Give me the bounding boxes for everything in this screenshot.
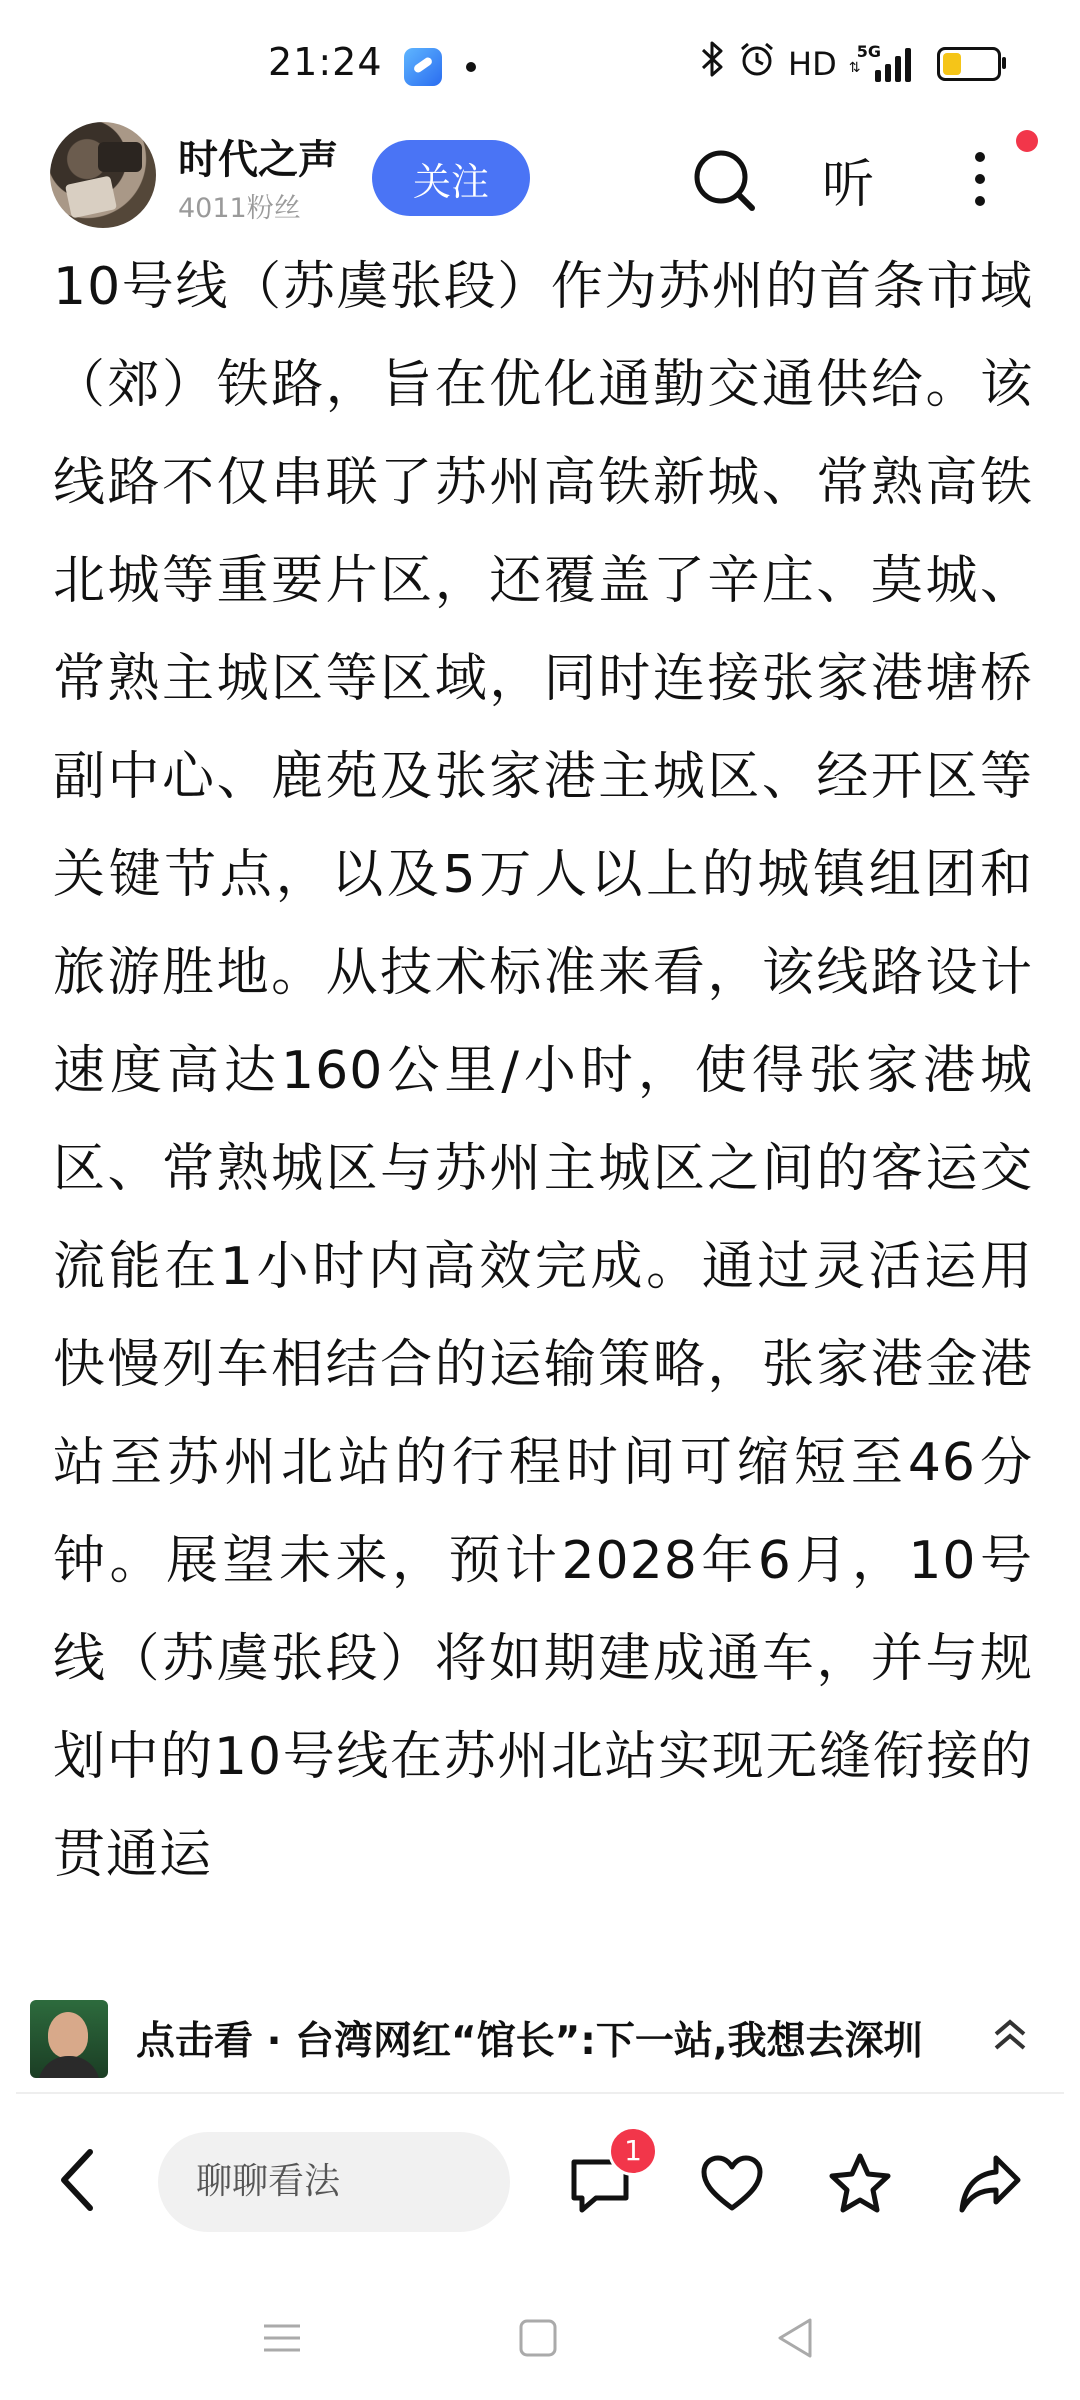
- menu-icon[interactable]: [254, 2310, 310, 2366]
- status-indicators: [700, 42, 1001, 86]
- listen-button[interactable]: 听: [822, 155, 875, 215]
- article-body: 10号线（苏虞张段）作为苏州的首条市域（郊）铁路，旨在优化通勤交通供给。该线路不仅串联了苏州高铁新城、常熟高铁北城等重要片区，还覆盖了辛庄、莫城、常熟主城区等区域，同时连接张家港塘桥副中心、鹿苑及张家港主城区、经开区等关键节点，以及5万人以上的城镇组团和旅游胜地。从技术标准来看，该线路设计速度高达160公里/小时，使得张家港城区、常熟城区与苏州主城区之间的客运交流能在1小时内高效完成。通过灵活运用快慢列车相结合的运输策略，张家港金港站至苏州北站的行程时间可缩短至46分钟。展望未来，预计2028年6月，10号线（苏虞张段）将如期建成通车，并与规划中的10号线在苏州北站实现无缝衔接的贯通运: [53, 257, 1033, 1885]
- divider: [16, 2092, 1064, 2094]
- triangle-back-icon[interactable]: [768, 2310, 824, 2366]
- notification-badge: [1016, 130, 1038, 152]
- share-icon[interactable]: [956, 2150, 1024, 2218]
- star-icon[interactable]: [826, 2150, 894, 2218]
- recommended-video-bar[interactable]: [0, 1990, 1080, 2082]
- chevron-left-icon[interactable]: [50, 2144, 110, 2216]
- chevron-up-double-icon[interactable]: [990, 2012, 1030, 2060]
- notification-dot-icon: [466, 62, 476, 72]
- recommended-video-thumbnail[interactable]: [30, 2000, 108, 2078]
- author-name[interactable]: 时代之声: [178, 137, 338, 183]
- article-header: [0, 118, 1080, 238]
- more-vertical-icon[interactable]: [960, 144, 1000, 214]
- recommended-video-title[interactable]: 点击看 · 台湾网红“馆长”:下一站,我想去深圳: [136, 2019, 923, 2064]
- comment-input[interactable]: 聊聊看法: [158, 2132, 510, 2232]
- author-fans-count: 4011粉丝: [178, 193, 301, 224]
- search-icon[interactable]: [690, 146, 760, 216]
- author-avatar[interactable]: [50, 122, 156, 228]
- alarm-icon: [738, 40, 776, 89]
- app-notification-icon: [404, 48, 442, 86]
- comment-count-badge: 1: [608, 2126, 658, 2176]
- hd-indicator: HD: [788, 45, 837, 83]
- heart-icon[interactable]: [698, 2150, 766, 2218]
- battery-icon: [937, 47, 1001, 81]
- square-icon[interactable]: [510, 2310, 566, 2366]
- signal-icon: 5G ⇅: [849, 42, 919, 86]
- follow-button[interactable]: 关注: [372, 140, 530, 216]
- status-bar: [0, 0, 1080, 130]
- bottom-action-bar: [0, 2100, 1080, 2250]
- bluetooth-icon: [700, 41, 726, 88]
- network-type: 5G: [856, 42, 881, 61]
- system-navigation-bar: [0, 2270, 1080, 2400]
- status-time: 21:24: [268, 40, 383, 84]
